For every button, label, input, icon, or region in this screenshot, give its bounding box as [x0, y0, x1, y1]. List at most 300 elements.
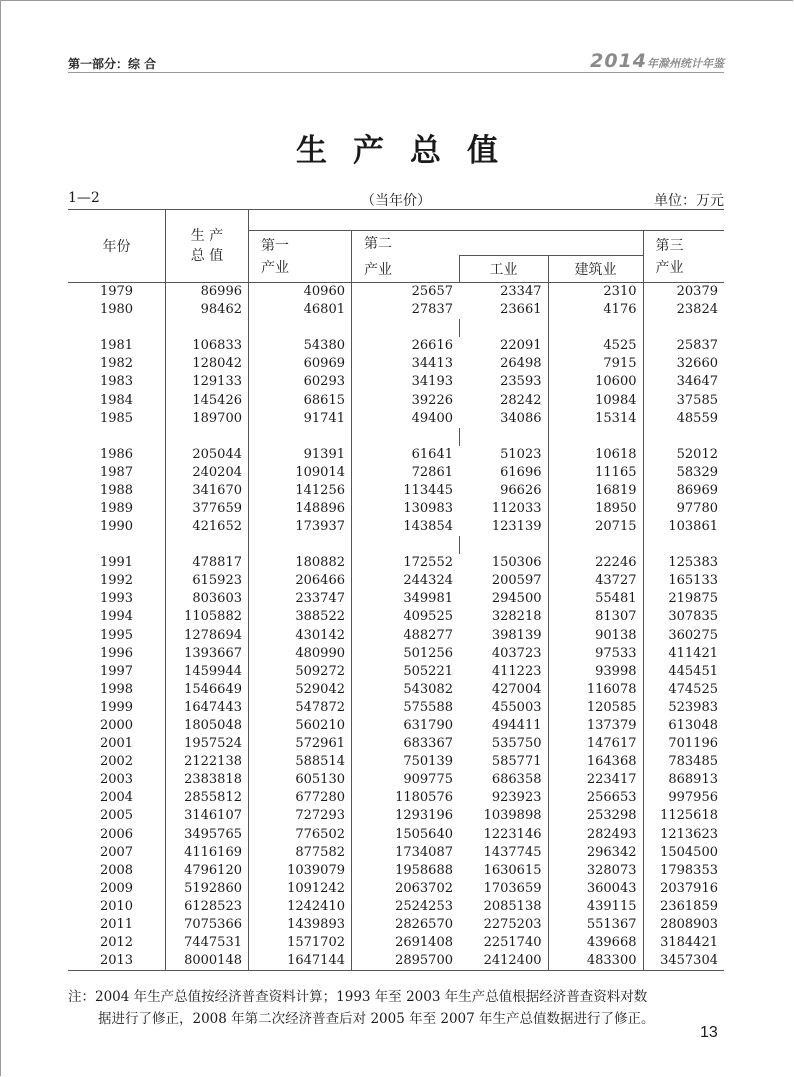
value-cell: 223417	[548, 771, 643, 789]
section-label: 第一部分：综 合	[68, 57, 157, 71]
table-row	[68, 645, 724, 663]
value-cell: 4796120	[166, 862, 249, 880]
year-cell: 2009	[68, 880, 166, 898]
table-row	[68, 337, 724, 355]
value-cell: 55481	[548, 590, 643, 608]
value-cell: 23824	[676, 302, 718, 318]
value-cell: 1437745	[459, 844, 548, 862]
value-cell: 294500	[459, 590, 548, 608]
page-title: 生产总值	[296, 133, 524, 169]
value-cell: 43727	[548, 572, 643, 590]
value-cell: 2524253	[395, 898, 453, 914]
value-cell: 28242	[459, 391, 548, 409]
col-header-year: 年份	[68, 210, 166, 283]
value-cell: 1091242	[249, 880, 352, 898]
value-cell: 421652	[166, 518, 249, 536]
unit-label: 单位：万元	[654, 193, 724, 209]
value-cell: 803603	[166, 590, 249, 608]
value-cell: 296342	[548, 844, 643, 862]
value-cell: 1571702	[249, 934, 352, 952]
value-cell: 1105882	[166, 608, 249, 626]
value-cell: 34193	[411, 374, 453, 390]
value-cell: 1647443	[166, 699, 249, 717]
year-cell: 2013	[68, 952, 166, 971]
value-cell: 189700	[166, 410, 249, 428]
value-cell: 360275	[668, 627, 718, 643]
value-cell: 909775	[403, 772, 453, 788]
value-cell: 97780	[676, 500, 718, 516]
value-cell: 1805048	[166, 717, 249, 735]
footnote-line-1: 注：2004 年生产总值按经济普查资料计算；1993 年至 2003 年生产总值根据经济普查资料对数	[68, 989, 648, 1005]
value-cell: 206466	[249, 572, 352, 590]
value-cell: 439115	[548, 898, 643, 916]
value-cell: 116078	[548, 681, 643, 699]
value-cell: 701196	[668, 736, 718, 752]
value-cell: 125383	[668, 555, 718, 571]
value-cell: 1125618	[660, 808, 718, 824]
value-cell: 2085138	[459, 898, 548, 916]
value-cell: 200597	[459, 572, 548, 590]
table-row	[68, 283, 724, 302]
year-cell: 2010	[68, 898, 166, 916]
value-cell: 483300	[548, 952, 643, 971]
table-row	[68, 482, 724, 500]
value-cell: 106833	[166, 337, 249, 355]
table-row	[68, 410, 724, 428]
value-cell: 439668	[548, 934, 643, 952]
value-cell: 2826570	[395, 917, 453, 933]
value-cell: 34413	[411, 356, 453, 372]
value-cell: 388522	[249, 608, 352, 626]
value-cell: 120585	[548, 699, 643, 717]
value-cell: 86969	[676, 482, 718, 498]
value-cell: 15314	[548, 410, 643, 428]
value-cell: 52012	[676, 446, 718, 462]
table-row	[68, 898, 724, 916]
value-cell: 172552	[403, 555, 453, 571]
value-cell: 25657	[411, 284, 453, 300]
value-cell: 233747	[249, 590, 352, 608]
value-cell: 1223146	[459, 826, 548, 844]
value-cell: 51023	[459, 446, 548, 464]
table-row	[68, 446, 724, 464]
value-cell: 686358	[459, 771, 548, 789]
yearbook-title	[590, 50, 724, 72]
value-cell: 505221	[403, 663, 453, 679]
value-cell: 1293196	[395, 808, 453, 824]
value-cell: 3184421	[660, 935, 718, 951]
value-cell: 98462	[166, 301, 249, 319]
value-cell: 26498	[459, 355, 548, 373]
col-header-secondary: 第二	[352, 231, 460, 256]
value-cell: 403723	[459, 645, 548, 663]
value-cell: 615923	[166, 572, 249, 590]
value-cell: 2691408	[395, 935, 453, 951]
value-cell: 307835	[668, 609, 718, 625]
value-cell: 328073	[548, 862, 643, 880]
value-cell: 23347	[459, 283, 548, 302]
col-header-construction: 建筑业	[548, 256, 643, 283]
value-cell: 560210	[249, 717, 352, 735]
value-cell: 219875	[668, 591, 718, 607]
year-cell: 2004	[68, 789, 166, 807]
value-cell: 1957524	[166, 735, 249, 753]
value-cell: 341670	[166, 482, 249, 500]
value-cell: 23593	[459, 373, 548, 391]
year-cell: 1998	[68, 681, 166, 699]
table-row	[68, 807, 724, 825]
value-cell: 509272	[249, 663, 352, 681]
value-cell: 86996	[166, 283, 249, 302]
value-cell: 22091	[459, 337, 548, 355]
year-cell: 1987	[68, 464, 166, 482]
value-cell: 923923	[459, 789, 548, 807]
value-cell: 613048	[668, 718, 718, 734]
value-cell: 4176	[548, 301, 643, 319]
table-row	[68, 373, 724, 391]
value-cell: 727293	[249, 807, 352, 825]
value-cell: 349981	[403, 591, 453, 607]
table-body	[68, 283, 724, 971]
year-cell: 2012	[68, 934, 166, 952]
value-cell: 130983	[403, 500, 453, 516]
value-cell: 2361859	[660, 898, 718, 914]
value-cell: 61641	[411, 446, 453, 462]
value-cell: 5192860	[166, 880, 249, 898]
footnote	[68, 986, 728, 1030]
page-number: 13	[700, 1024, 718, 1041]
value-cell: 97533	[548, 645, 643, 663]
value-cell: 26616	[411, 338, 453, 354]
table-row	[68, 735, 724, 753]
value-cell: 2122138	[166, 753, 249, 771]
value-cell: 3146107	[166, 807, 249, 825]
value-cell: 96626	[459, 482, 548, 500]
value-cell: 137379	[548, 717, 643, 735]
value-cell: 46801	[249, 301, 352, 319]
value-cell: 253298	[548, 807, 643, 825]
year-cell: 1997	[68, 663, 166, 681]
value-cell: 34086	[459, 410, 548, 428]
value-cell: 244324	[403, 573, 453, 589]
table-row	[68, 952, 724, 971]
yearbook-name: 年滁州统计年鉴	[647, 57, 724, 70]
value-cell: 683367	[403, 736, 453, 752]
year-cell: 1996	[68, 645, 166, 663]
value-cell: 1180576	[395, 790, 453, 806]
value-cell: 10984	[548, 391, 643, 409]
year-cell: 2011	[68, 916, 166, 934]
value-cell: 377659	[166, 500, 249, 518]
value-cell: 1647144	[249, 952, 352, 971]
value-cell: 282493	[548, 826, 643, 844]
table-row	[68, 663, 724, 681]
year-cell: 2002	[68, 753, 166, 771]
year-cell: 1993	[68, 590, 166, 608]
value-cell: 877582	[249, 844, 352, 862]
value-cell: 143854	[403, 519, 453, 535]
value-cell: 1630615	[459, 862, 548, 880]
value-cell: 1039898	[459, 807, 548, 825]
value-cell: 25837	[676, 338, 718, 354]
value-cell: 501256	[403, 645, 453, 661]
table-meta	[68, 190, 724, 210]
value-cell: 32660	[676, 356, 718, 372]
value-cell: 129133	[166, 373, 249, 391]
year-cell: 1994	[68, 608, 166, 626]
table-row	[68, 771, 724, 789]
col-header-secondary-sub: 产业	[352, 256, 460, 283]
table-row	[68, 500, 724, 518]
value-cell: 427004	[459, 681, 548, 699]
year-cell: 1980	[68, 301, 166, 319]
value-cell: 2895700	[352, 952, 460, 971]
value-cell: 18950	[548, 500, 643, 518]
table-row	[68, 681, 724, 699]
value-cell: 240204	[166, 464, 249, 482]
col-header-primary: 第一 产业	[249, 231, 352, 283]
value-cell: 37585	[676, 392, 718, 408]
year-cell: 1988	[68, 482, 166, 500]
value-cell: 2037916	[660, 880, 718, 896]
value-cell: 1242410	[249, 898, 352, 916]
year-cell: 2006	[68, 826, 166, 844]
value-cell: 165133	[668, 573, 718, 589]
value-cell: 27837	[411, 302, 453, 318]
value-cell: 205044	[166, 446, 249, 464]
value-cell: 58329	[676, 464, 718, 480]
value-cell: 455003	[459, 699, 548, 717]
table-row	[68, 590, 724, 608]
value-cell: 150306	[459, 554, 548, 572]
value-cell: 585771	[459, 753, 548, 771]
footnote-line-2: 据进行了修正，2008 年第二次经济普查后对 2005 年至 2007 年生产总值数据进行了修正。	[98, 1011, 655, 1027]
value-cell: 588514	[249, 753, 352, 771]
table-row	[68, 916, 724, 934]
value-cell: 360043	[548, 880, 643, 898]
value-cell: 551367	[548, 916, 643, 934]
value-cell: 997956	[668, 790, 718, 806]
year-cell: 2003	[68, 771, 166, 789]
year-cell: 2008	[68, 862, 166, 880]
value-cell: 547872	[249, 699, 352, 717]
table-row	[68, 301, 724, 319]
value-cell: 10618	[548, 446, 643, 464]
value-cell: 409525	[403, 609, 453, 625]
value-cell: 411223	[459, 663, 548, 681]
col-header-gdp: 生 产 总 值	[166, 210, 249, 283]
table-code: 1—2	[68, 190, 100, 206]
value-cell: 7915	[548, 355, 643, 373]
value-cell: 1213623	[660, 826, 718, 842]
value-cell: 145426	[166, 391, 249, 409]
row-spacer	[68, 428, 724, 446]
value-cell: 523983	[668, 699, 718, 715]
row-spacer	[68, 319, 724, 337]
value-cell: 783485	[668, 754, 718, 770]
value-cell: 494411	[459, 717, 548, 735]
table-row	[68, 826, 724, 844]
value-cell: 4525	[548, 337, 643, 355]
row-spacer	[68, 536, 724, 554]
value-cell: 148896	[249, 500, 352, 518]
table-row	[68, 554, 724, 572]
value-cell: 631790	[403, 718, 453, 734]
value-cell: 1459944	[166, 663, 249, 681]
col-header-industry: 工业	[459, 256, 548, 283]
value-cell: 61696	[459, 464, 548, 482]
value-cell: 1546649	[166, 681, 249, 699]
year-cell: 2007	[68, 844, 166, 862]
value-cell: 8000148	[166, 952, 249, 971]
year-cell: 1981	[68, 337, 166, 355]
value-cell: 173937	[249, 518, 352, 536]
value-cell: 6128523	[166, 898, 249, 916]
value-cell: 1278694	[166, 627, 249, 645]
value-cell: 868913	[668, 772, 718, 788]
running-header	[68, 50, 724, 73]
year-cell: 1985	[68, 410, 166, 428]
table-row	[68, 862, 724, 880]
value-cell: 2808903	[660, 917, 718, 933]
value-cell: 2412400	[459, 952, 548, 971]
year-cell: 1983	[68, 373, 166, 391]
value-cell: 2855812	[166, 789, 249, 807]
value-cell: 109014	[249, 464, 352, 482]
year-cell: 2005	[68, 807, 166, 825]
table-row	[68, 880, 724, 898]
table-row	[68, 934, 724, 952]
value-cell: 605130	[249, 771, 352, 789]
value-cell: 113445	[403, 482, 453, 498]
value-cell: 480990	[249, 645, 352, 663]
table-row	[68, 699, 724, 717]
value-cell: 543082	[403, 681, 453, 697]
value-cell: 575588	[403, 699, 453, 715]
value-cell: 20715	[548, 518, 643, 536]
value-cell: 1798353	[660, 862, 718, 878]
value-cell: 572961	[249, 735, 352, 753]
table-row	[68, 844, 724, 862]
value-cell: 677280	[249, 789, 352, 807]
year-cell: 1979	[68, 283, 166, 302]
value-cell: 1734087	[395, 844, 453, 860]
value-cell: 180882	[249, 554, 352, 572]
value-cell: 1958688	[395, 862, 453, 878]
year-cell: 1992	[68, 572, 166, 590]
value-cell: 91741	[249, 410, 352, 428]
year-cell: 1990	[68, 518, 166, 536]
table-row	[68, 627, 724, 645]
value-cell: 16819	[548, 482, 643, 500]
value-cell: 40960	[249, 283, 352, 302]
value-cell: 7075366	[166, 916, 249, 934]
value-cell: 474525	[668, 681, 718, 697]
value-cell: 60969	[249, 355, 352, 373]
year-cell: 1991	[68, 554, 166, 572]
value-cell: 48559	[676, 410, 718, 426]
value-cell: 54380	[249, 337, 352, 355]
value-cell: 3457304	[643, 952, 724, 971]
year-cell: 1986	[68, 446, 166, 464]
table-row	[68, 464, 724, 482]
value-cell: 164368	[548, 753, 643, 771]
value-cell: 256653	[548, 789, 643, 807]
value-cell: 7447531	[166, 934, 249, 952]
value-cell: 529042	[249, 681, 352, 699]
value-cell: 72861	[411, 464, 453, 480]
value-cell: 2251740	[459, 934, 548, 952]
value-cell: 123139	[459, 518, 548, 536]
year-cell: 2000	[68, 717, 166, 735]
value-cell: 2063702	[395, 880, 453, 896]
value-cell: 430142	[249, 627, 352, 645]
value-cell: 535750	[459, 735, 548, 753]
gdp-table	[68, 209, 724, 971]
value-cell: 2310	[548, 283, 643, 302]
value-cell: 103861	[668, 519, 718, 535]
year-cell: 1995	[68, 627, 166, 645]
value-cell: 81307	[548, 608, 643, 626]
value-cell: 1505640	[395, 826, 453, 842]
value-cell: 91391	[249, 446, 352, 464]
value-cell: 22246	[548, 554, 643, 572]
table-row	[68, 572, 724, 590]
value-cell: 93998	[548, 663, 643, 681]
value-cell: 776502	[249, 826, 352, 844]
col-header-tertiary: 第三 产业	[643, 231, 724, 283]
table-row	[68, 789, 724, 807]
value-cell: 11165	[548, 464, 643, 482]
value-cell: 488277	[403, 627, 453, 643]
table-row	[68, 608, 724, 626]
value-cell: 49400	[411, 410, 453, 426]
value-cell: 141256	[249, 482, 352, 500]
value-cell: 4116169	[166, 844, 249, 862]
value-cell: 68615	[249, 391, 352, 409]
value-cell: 1393667	[166, 645, 249, 663]
value-cell: 2383818	[166, 771, 249, 789]
value-cell: 411421	[668, 645, 718, 661]
value-cell: 1039079	[249, 862, 352, 880]
value-cell: 112033	[459, 500, 548, 518]
value-cell: 2275203	[459, 916, 548, 934]
value-cell: 60293	[249, 373, 352, 391]
year-cell: 1989	[68, 500, 166, 518]
value-cell: 10600	[548, 373, 643, 391]
value-cell: 750139	[403, 754, 453, 770]
value-cell: 478817	[166, 554, 249, 572]
value-cell: 39226	[411, 392, 453, 408]
value-cell: 1439893	[249, 916, 352, 934]
value-cell: 1703659	[459, 880, 548, 898]
value-cell: 90138	[548, 627, 643, 645]
value-cell: 20379	[676, 284, 718, 300]
table-row	[68, 518, 724, 536]
year-cell: 1984	[68, 391, 166, 409]
year-cell: 1999	[68, 699, 166, 717]
value-cell: 445451	[668, 663, 718, 679]
price-basis: （当年价）	[361, 193, 431, 209]
value-cell: 398139	[459, 627, 548, 645]
value-cell: 34647	[676, 374, 718, 390]
year-cell: 2001	[68, 735, 166, 753]
table-row	[68, 753, 724, 771]
value-cell: 128042	[166, 355, 249, 373]
value-cell: 147617	[548, 735, 643, 753]
table-row	[68, 355, 724, 373]
value-cell: 3495765	[166, 826, 249, 844]
